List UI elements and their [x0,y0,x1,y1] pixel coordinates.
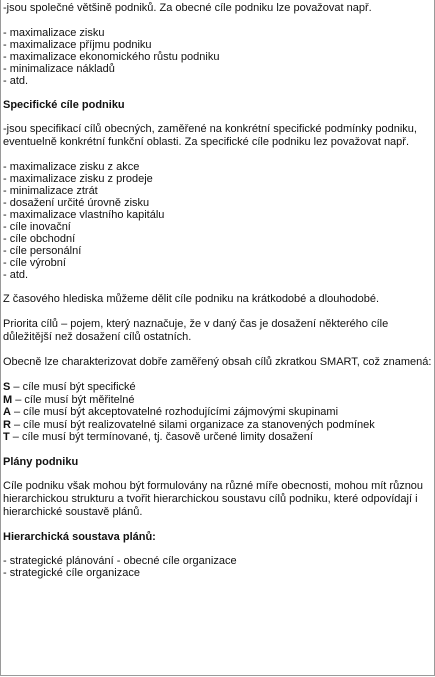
hierarchy-heading: Hierarchická soustava plánů: [3,530,156,543]
list-item: - minimalizace nákladů [3,63,115,75]
specific-goals-heading: Specifické cíle podniku [3,99,125,111]
list-item: - maximalizace zisku z akce [3,161,140,173]
list-item: - cíle personální [3,245,82,257]
smart-item [3,419,433,432]
list-item: - minimalizace ztrát [3,185,98,197]
list-item: - maximalizace příjmu podniku [3,39,152,51]
smart-list [3,381,433,444]
smart-intro-paragraph: Obecně lze charakterizovat dobře zaměřený obsah cílů zkratkou SMART, což znamená: [3,356,432,368]
smart-item [3,381,433,394]
list-item: - maximalizace zisku z prodeje [3,173,153,185]
general-goals-list [3,27,433,87]
plans-paragraph: Cíle podniku však mohou být formulovány na různé míře obecnosti, mohou mít různou hierarchickou strukturu a tvořit hierarchickou soustavu cílů podniku, které odpovídají i hierarchické soustavě plánů. [3,479,424,518]
time-paragraph: Z časového hlediska můžeme dělit cíle podniku na krátkodobé a dlouhodobé. [3,293,380,305]
smart-letter: S [3,381,11,393]
smart-text: – cíle musí být termínované, tj. časově určené limity dosažení [9,431,313,443]
smart-letter: M [3,393,13,406]
smart-text: – cíle musí být realizovatelné silami organizace za stanovených podmínek [10,418,375,431]
specific-goals-list [3,161,433,281]
plans-heading: Plány podniku [3,455,79,468]
smart-item [3,394,433,407]
smart-text: – cíle musí být měřitelné [12,393,135,406]
list-item: - maximalizace ekonomického růstu podniku [3,51,220,63]
specific-goals-description: -jsou specifikací cílů obecných, zaměřené na konkrétní specifické podmínky podniku, eventuelně konkrétní funkční oblasti. Za specifické cíle podniku lez považovat např. [3,123,417,148]
list-item: - atd. [3,269,29,281]
list-item: - maximalizace vlastního kapitálu [3,209,165,221]
intro-paragraph: -jsou společné většině podniků. Za obecné cíle podniku lze považovat např. [3,2,372,14]
priority-paragraph: Priorita cílů – pojem, který naznačuje, že v daný čas je dosažení některého cíle důležitější než dosažení cílů ostatních. [3,318,389,343]
document-content [1,0,433,579]
smart-item [3,431,433,444]
list-item: - dosažení určité úrovně zisku [3,197,150,209]
list-item: - strategické plánování - obecné cíle organizace [3,554,237,567]
list-item: - strategické cíle organizace [3,566,140,579]
smart-text: – cíle musí být specifické [10,381,136,393]
smart-letter: A [3,406,11,418]
list-item: - cíle inovační [3,221,71,233]
smart-item [3,406,433,419]
list-item: - cíle obchodní [3,233,76,245]
hierarchy-list [3,555,433,579]
list-item: - cíle výrobní [3,257,66,269]
smart-letter: T [3,431,10,443]
list-item: - atd. [3,75,29,87]
smart-letter: R [3,418,11,431]
smart-text: – cíle musí být akceptovatelné rozhodujícími zájmovými skupinami [10,406,339,418]
list-item: - maximalizace zisku [3,27,105,39]
